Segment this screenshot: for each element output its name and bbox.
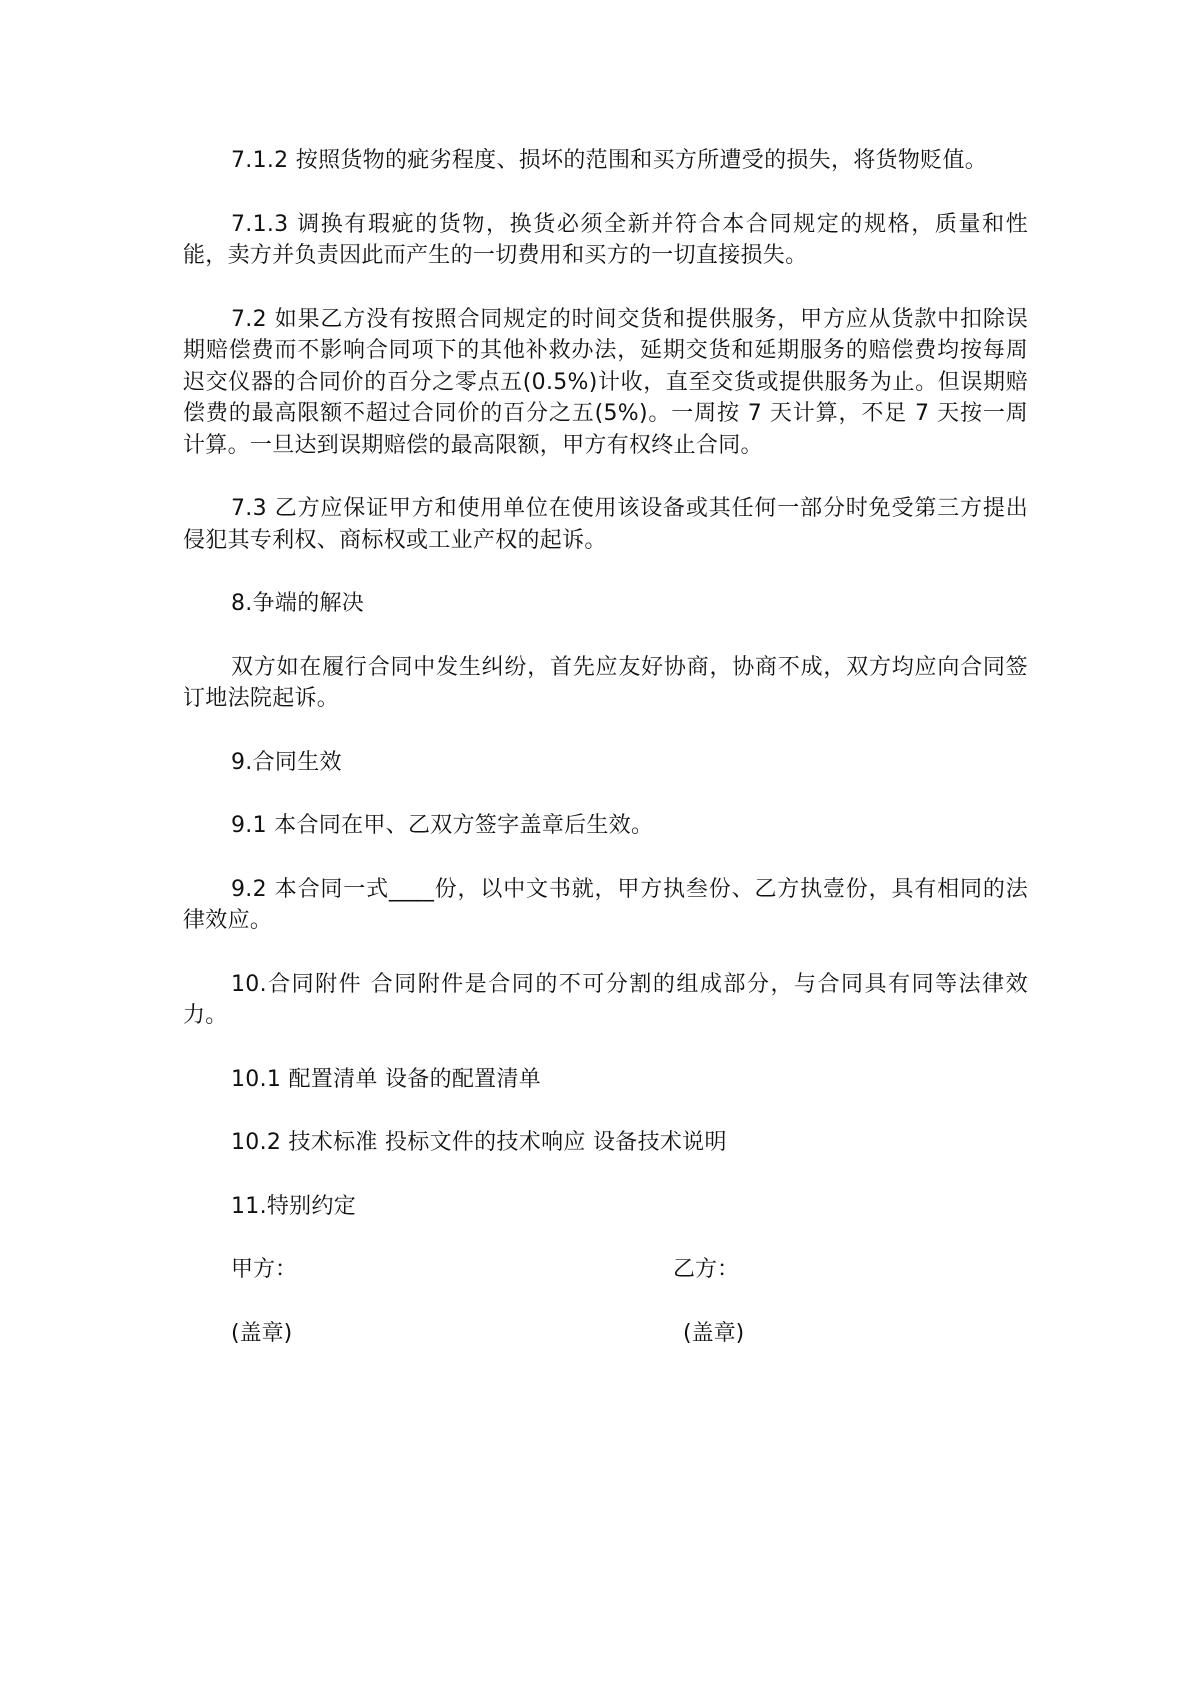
section-9-heading: 9.合同生效 — [231, 749, 342, 775]
clause-7-1-3: 7.1.3 调换有瑕疵的货物，换货必须全新并符合本合同规定的规格，质量和性能，卖方并负责因此而产生的一切费用和买方的一切直接损失。 — [183, 211, 1028, 268]
clause-10: 10.合同附件 合同附件是合同的不可分割的组成部分，与合同具有同等法律效力。 — [183, 971, 1028, 1028]
clause-7-2: 7.2 如果乙方没有按照合同规定的时间交货和提供服务，甲方应从货款中扣除误期赔偿费而不影响合同项下的其他补救办法，延期交货和延期服务的赔偿费均按每周迟交仪器的合同价的百分之零点五(0.5%)计收，直至交货或提供服务为止。但误期赔偿费的最高限额不超过合同价的百分之五(5%)。一周按 7 天计算，不足 7 天按一周计算。一旦达到误期赔偿的最高限额，甲方有权终止合同。 — [183, 306, 1028, 458]
clause-7-3: 7.3 乙方应保证甲方和使用单位在使用该设备或其任何一部分时免受第三方提出侵犯其专利权、商标权或工业产权的起诉。 — [183, 496, 1028, 553]
section-11-heading: 11.特别约定 — [231, 1193, 357, 1219]
signature-seals-row — [183, 1318, 1028, 1350]
party-a-label: 甲方： — [231, 1257, 298, 1282]
document-body — [183, 145, 1028, 1381]
party-a-seal: (盖章) — [231, 1320, 293, 1346]
clause-9-2: 9.2 本合同一式____份，以中文书就，甲方执叁份、乙方执壹份，具有相同的法律效应。 — [183, 876, 1028, 933]
party-b-label: 乙方： — [673, 1257, 740, 1282]
clause-10-1: 10.1 配置清单 设备的配置清单 — [231, 1066, 542, 1092]
section-8-heading: 8.争端的解决 — [231, 591, 365, 616]
signature-labels-row — [183, 1254, 1028, 1286]
party-b-seal: (盖章) — [683, 1320, 745, 1346]
clause-8-body: 双方如在履行合同中发生纠纷，首先应友好协商，协商不成，双方均应向合同签订地法院起诉。 — [183, 654, 1028, 711]
clause-10-2: 10.2 技术标准 投标文件的技术响应 设备技术说明 — [231, 1130, 727, 1155]
clause-7-1-2: 7.1.2 按照货物的疵劣程度、损坏的范围和买方所遭受的损失，将货物贬值。 — [231, 148, 988, 173]
clause-9-1: 9.1 本合同在甲、乙双方签字盖章后生效。 — [231, 813, 654, 838]
